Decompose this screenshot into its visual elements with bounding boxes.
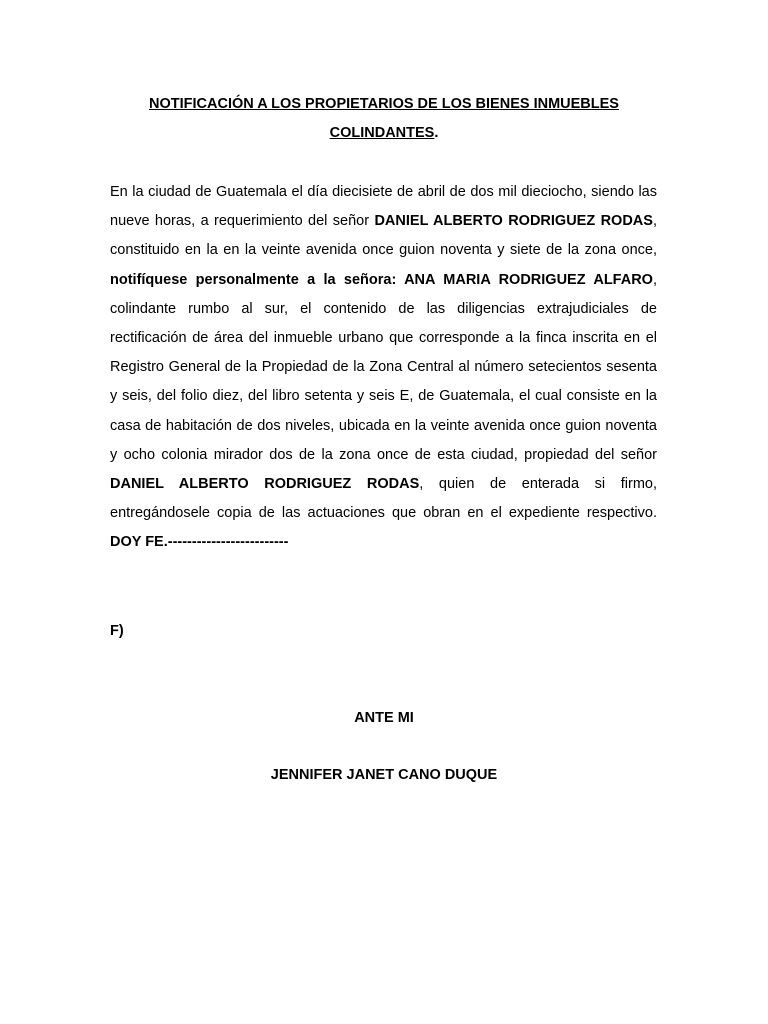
notary-name: JENNIFER JANET CANO DUQUE	[270, 767, 498, 783]
body-segment-4: , quien de enterada si firmo, entregándosele copia de las actuaciones que obran en el expediente respectivo.	[110, 476, 657, 522]
document-title-line2	[100, 119, 668, 148]
document-title-text2: COLINDANTES	[329, 125, 435, 141]
document-title-line1	[100, 90, 668, 119]
body-segment-2: , constituido en la en la veinte avenida once guion noventa y siete de la zona once,	[110, 213, 657, 259]
closing-doy-fe: DOY FE.-------------------------	[110, 534, 289, 551]
notification-body	[110, 178, 657, 558]
body-segment-1: En la ciudad de Guatemala el día diecisiete de abril de dos mil dieciocho, siendo las nueve horas, a requerimiento del señor	[110, 184, 657, 230]
requester-name: DANIEL ALBERTO RODRIGUEZ RODAS	[374, 213, 653, 230]
document-title-text1: NOTIFICACIÓN A LOS PROPIETARIOS DE LOS BIENES INMUEBLES	[149, 96, 619, 112]
document-title-period: .	[434, 125, 439, 141]
ante-mi-label: ANTE MI	[354, 710, 414, 726]
body-segment-3: , colindante rumbo al sur, el contenido de las diligencias extrajudiciales de rectificación de área del inmueble urbano que corresponde a la finca inscrita en el Registro General de la Propiedad de la Zona Central al número setecientos sesenta y seis, del folio diez, del libro setenta y seis E, de Guatemala, el cual consiste en la casa de habitación de dos niveles, ubicada en la veinte avenida once guion noventa y ocho colonia mirador dos de la zona once de esta ciudad, propiedad del señor	[110, 271, 657, 463]
signature-mark: F)	[110, 623, 124, 639]
notification-order: notifíquese personalmente a la señora: ANA MARIA RODRIGUEZ ALFARO	[110, 271, 653, 288]
owner-name: DANIEL ALBERTO RODRIGUEZ RODAS	[110, 476, 420, 493]
